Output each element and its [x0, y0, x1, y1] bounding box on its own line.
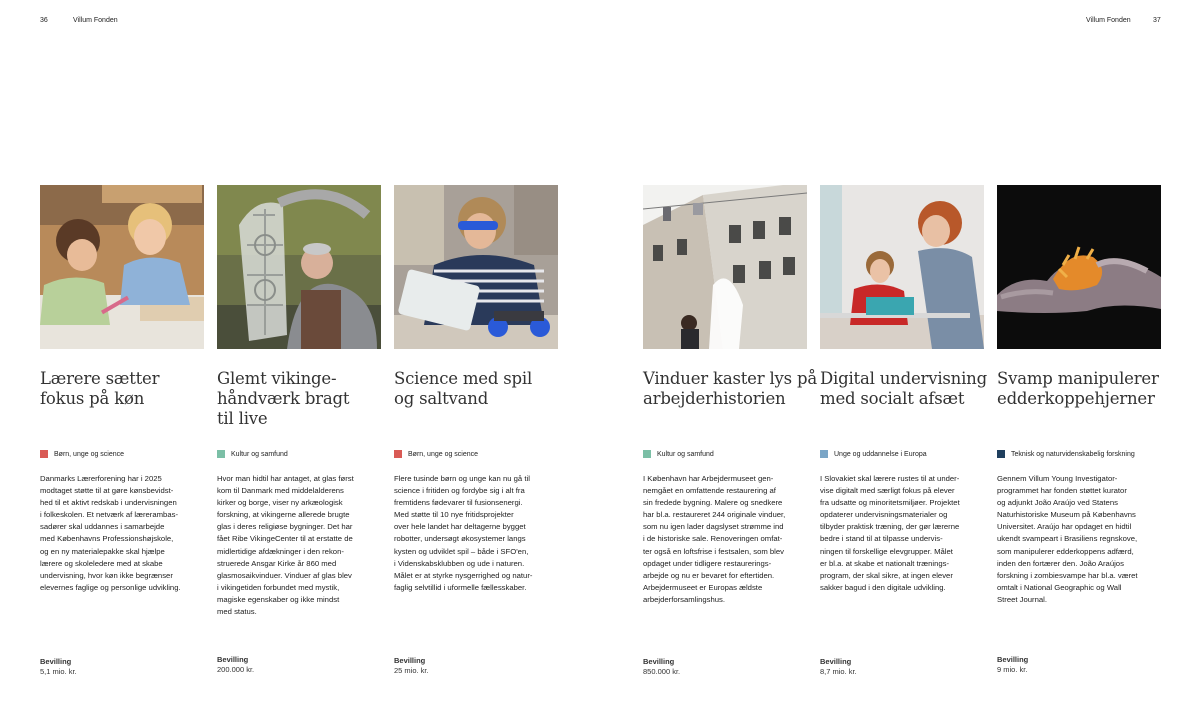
category-swatch	[820, 450, 828, 458]
article-title: Lærere sætter fokus på køn	[40, 369, 160, 408]
category-swatch	[217, 450, 225, 458]
article-card	[40, 185, 204, 676]
grant-label: Bevilling	[217, 655, 249, 664]
category-label: Kultur og samfund	[657, 450, 714, 458]
category-swatch	[643, 450, 651, 458]
grant-block	[643, 657, 803, 676]
grant-label: Bevilling	[820, 657, 852, 666]
grant-label: Bevilling	[394, 656, 426, 665]
article-photo-building-laundry	[643, 185, 807, 349]
grant-block	[40, 657, 200, 676]
article-body: Gennem Villum Young Investigator- programmet har fonden støttet kurator og adjunkt João Araújo ved Statens Naturhistoriske Museum på Københavns Universitet. Araújo har opdaget en hidtil ukendt svampeart i Brasiliens regnskove, som manipulerer edderkoppens adfærd, inden den fortærer den. João Araújos forskning i zombiesvampe har bl.a. været omtalt i National Geographic og Wall Street Journal.	[997, 474, 1138, 604]
grant-label: Bevilling	[643, 657, 675, 666]
grant-block	[217, 655, 377, 674]
category-label: Teknisk og naturvidenskabelig forskning	[1011, 450, 1135, 458]
article-title: Vinduer kaster lys på arbejderhistorien	[643, 369, 817, 408]
article-photo-glass-window	[217, 185, 381, 349]
grant-amount: 9 mio. kr.	[997, 664, 1028, 674]
page-number-right: 37	[1153, 17, 1161, 24]
article-card	[820, 185, 987, 676]
category-tag	[997, 450, 1135, 458]
category-tag	[643, 450, 714, 458]
category-label: Børn, unge og science	[408, 450, 479, 458]
grant-amount: 8,7 mio. kr.	[820, 666, 857, 676]
grant-block	[997, 655, 1157, 674]
article-body: Flere tusinde børn og unge kan nu gå til science i fritiden og fordybe sig i alt fra fremtidens fødevarer til fusionsenergi. Med støtte til 10 nye fritidsprojekter over hele landet har deltagerne bygget robotter, undersøgt økosystemer langs kysten og udviklet spil – både i SFO'en, i Videnskabsklubben og ude i naturen. Målet er at styrke nysgerrighed og natur- faglig selvtillid i uformelle fællesskaber.	[394, 474, 533, 592]
article-title: Science med spil og saltvand	[394, 369, 533, 408]
article-title: Digital undervisning med socialt afsæt	[820, 369, 987, 408]
grant-label: Bevilling	[40, 657, 72, 666]
article-body: Hvor man hidtil har antaget, at glas først kom til Danmark med middelalderens kirker og borge, viser ny arkæologisk forskning, at vikingerne allerede brugte glas i deres religiøse bygninger. Det har fået Ribe VikingeCenter til at erstatte de midlertidige afdækninger i den rekon- struerede Ansgar Kirke år 860 med glasmosaikvinduer. Vinduer af glas blev i vikingetiden forbundet med mystik, magiske egenskaber og ikke mindst med status.	[217, 474, 354, 617]
grant-amount: 200.000 kr.	[217, 664, 255, 674]
category-tag	[40, 450, 124, 458]
category-swatch	[40, 450, 48, 458]
category-tag	[394, 450, 478, 458]
publisher-left: Villum Fonden	[73, 17, 118, 24]
grant-amount: 850.000 kr.	[643, 666, 681, 676]
category-label: Unge og uddannelse i Europa	[834, 450, 927, 458]
category-tag	[820, 450, 927, 458]
article-card	[997, 185, 1161, 674]
grant-amount: 25 mio. kr.	[394, 665, 429, 675]
grant-block	[820, 657, 980, 676]
grant-block	[394, 656, 554, 675]
article-title: Svamp manipulerer edderkoppehjerner	[997, 369, 1159, 408]
article-body: I København har Arbejdermuseet gen- nemgået en omfattende restaurering af sin fredede bygning. Malere og snedkere har bl.a. restaureret 244 originale vinduer, som nu igen lader dagslyset strømme ind i de historiske sale. Renoveringen omfat- ter også en loftsfrise i festsalen, som blev opdaget under tidligere restaurerings- arbejde og nu er bevaret for eftertiden. Arbejdermuseet er Europas ældste arbejderforsamlingshus.	[643, 474, 786, 604]
grant-amount: 5,1 mio. kr.	[40, 666, 77, 676]
article-photo-girl-tablet-robot	[394, 185, 558, 349]
article-card	[394, 185, 558, 675]
article-body: Danmarks Lærerforening har i 2025 modtaget støtte til at gøre kønsbevidst- hed til et aktivt redskab i undervisningen i folkeskolen. Et netværk af lærerambas- sadører skal uddannes i samarbejde med Københavns Professionshøjskole, og en ny materialepakke skal hjælpe lærere og skoleledere med at skabe undervisning, hvor køn ikke begrænser elevernes faglige og personlige udvikling.	[40, 474, 181, 592]
article-photo-fungus-spider	[997, 185, 1161, 349]
article-photo-children-drawing	[40, 185, 204, 349]
article-title: Glemt vikinge- håndværk bragt til live	[217, 369, 350, 428]
article-card	[217, 185, 381, 674]
category-swatch	[394, 450, 402, 458]
article-body: I Slovakiet skal lærere rustes til at under- vise digitalt med særligt fokus på elever fra udsatte og minoritetsmiljøer. Projektet opdaterer undervisningsmaterialer og tilbyder praktisk træning, der gør lærerne bedre i stand til at tilpasse undervis- ningen til forskellige elevgrupper. Målet er bl.a. at skabe et nationalt trænings- program, der skal sikre, at ingen elever sakker bagud i den digitale udvikling.	[820, 474, 960, 592]
category-label: Børn, unge og science	[54, 450, 125, 458]
article-card	[643, 185, 817, 676]
category-tag	[217, 450, 288, 458]
page-number-left: 36	[40, 17, 48, 24]
article-photo-teacher-pupil	[820, 185, 984, 349]
category-swatch	[997, 450, 1005, 458]
grant-label: Bevilling	[997, 655, 1029, 664]
publisher-right: Villum Fonden	[1086, 17, 1131, 24]
category-label: Kultur og samfund	[231, 450, 288, 458]
